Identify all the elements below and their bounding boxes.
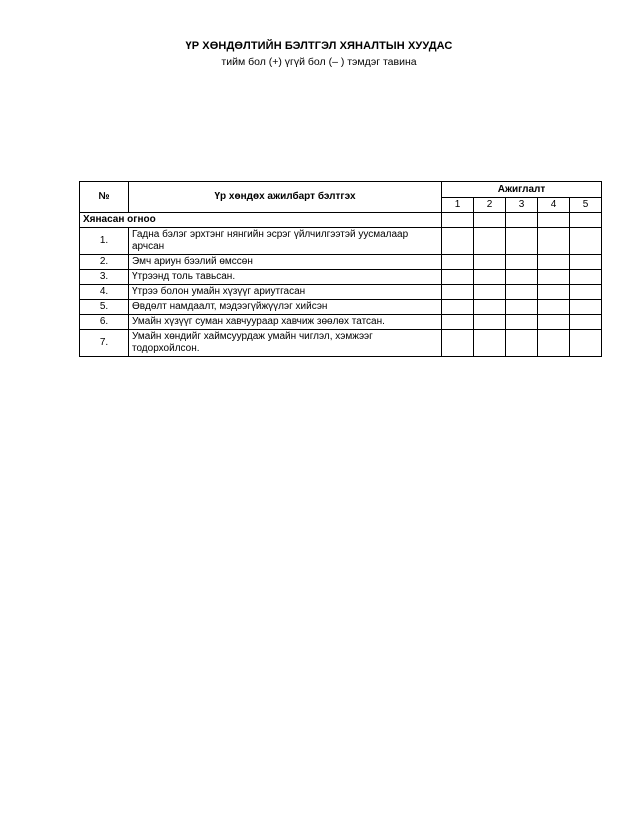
- row-task: Өвдөлт намдаалт, мэдээгүйжүүлэг хийсэн: [129, 300, 442, 315]
- mark-cell[interactable]: [570, 285, 602, 300]
- table-row: [80, 315, 602, 330]
- mark-cell[interactable]: [538, 228, 570, 255]
- mark-cell[interactable]: [442, 315, 474, 330]
- date-cell-3[interactable]: [506, 213, 538, 228]
- checklist-table: [79, 181, 602, 357]
- table-row: [80, 270, 602, 285]
- column-header-task: Үр хөндөх ажилбарт бэлтгэх: [129, 182, 442, 213]
- mark-cell[interactable]: [538, 300, 570, 315]
- date-cell-4[interactable]: [538, 213, 570, 228]
- mark-cell[interactable]: [538, 270, 570, 285]
- mark-cell[interactable]: [506, 315, 538, 330]
- mark-cell[interactable]: [538, 330, 570, 357]
- table-row: [80, 300, 602, 315]
- table-row: [80, 285, 602, 300]
- mark-cell[interactable]: [570, 330, 602, 357]
- observation-index-5: 5: [570, 198, 602, 213]
- mark-cell[interactable]: [570, 228, 602, 255]
- mark-cell[interactable]: [570, 315, 602, 330]
- row-task: Үтрээнд толь тавьсан.: [129, 270, 442, 285]
- mark-cell[interactable]: [474, 228, 506, 255]
- row-number: 5.: [80, 300, 129, 315]
- section-date-checked: Хянасан огноо: [80, 213, 442, 228]
- table-row: [80, 330, 602, 357]
- mark-cell[interactable]: [474, 330, 506, 357]
- mark-cell[interactable]: [570, 255, 602, 270]
- mark-cell[interactable]: [538, 255, 570, 270]
- row-number: 2.: [80, 255, 129, 270]
- mark-cell[interactable]: [474, 270, 506, 285]
- mark-cell[interactable]: [442, 228, 474, 255]
- row-number: 7.: [80, 330, 129, 357]
- page-title: ҮР ХӨНДӨЛТИЙН БЭЛТГЭЛ ХЯНАЛТЫН ХУУДАС: [185, 40, 453, 52]
- row-number: 6.: [80, 315, 129, 330]
- mark-cell[interactable]: [474, 315, 506, 330]
- observation-index-4: 4: [538, 198, 570, 213]
- mark-cell[interactable]: [442, 300, 474, 315]
- mark-cell[interactable]: [474, 255, 506, 270]
- mark-cell[interactable]: [442, 270, 474, 285]
- mark-cell[interactable]: [442, 285, 474, 300]
- mark-cell[interactable]: [506, 270, 538, 285]
- row-task: Гадна бэлэг эрхтэнг нянгийн эсрэг үйлчилгээтэй уусмалаар арчсан: [129, 228, 442, 255]
- row-task: Үтрээ болон умайн хүзүүг ариутгасан: [129, 285, 442, 300]
- mark-cell[interactable]: [474, 300, 506, 315]
- table-row: [80, 228, 602, 255]
- observation-index-3: 3: [506, 198, 538, 213]
- mark-cell[interactable]: [538, 315, 570, 330]
- date-cell-5[interactable]: [570, 213, 602, 228]
- row-number: 3.: [80, 270, 129, 285]
- mark-cell[interactable]: [506, 330, 538, 357]
- row-task: Умайн хөндийг хаймсуурдаж умайн чиглэл, хэмжээг тодорхойлсон.: [129, 330, 442, 357]
- date-cell-2[interactable]: [474, 213, 506, 228]
- date-cell-1[interactable]: [442, 213, 474, 228]
- row-number: 1.: [80, 228, 129, 255]
- mark-cell[interactable]: [538, 285, 570, 300]
- column-header-number: №: [80, 182, 129, 213]
- row-task: Умайн хүзүүг суман хавчуураар хавчиж зөөлөх татсан.: [129, 315, 442, 330]
- mark-cell[interactable]: [474, 285, 506, 300]
- table-row: [80, 255, 602, 270]
- mark-cell[interactable]: [506, 255, 538, 270]
- page-subtitle: тийм бол (+) үгүй бол (– ) тэмдэг тавина: [221, 56, 417, 68]
- column-header-observation: Ажиглалт: [442, 182, 602, 198]
- mark-cell[interactable]: [570, 270, 602, 285]
- mark-cell[interactable]: [442, 255, 474, 270]
- mark-cell[interactable]: [506, 300, 538, 315]
- mark-cell[interactable]: [506, 285, 538, 300]
- mark-cell[interactable]: [506, 228, 538, 255]
- observation-index-1: 1: [442, 198, 474, 213]
- mark-cell[interactable]: [570, 300, 602, 315]
- row-task: Эмч ариун бээлий өмссөн: [129, 255, 442, 270]
- row-number: 4.: [80, 285, 129, 300]
- observation-index-2: 2: [474, 198, 506, 213]
- mark-cell[interactable]: [442, 330, 474, 357]
